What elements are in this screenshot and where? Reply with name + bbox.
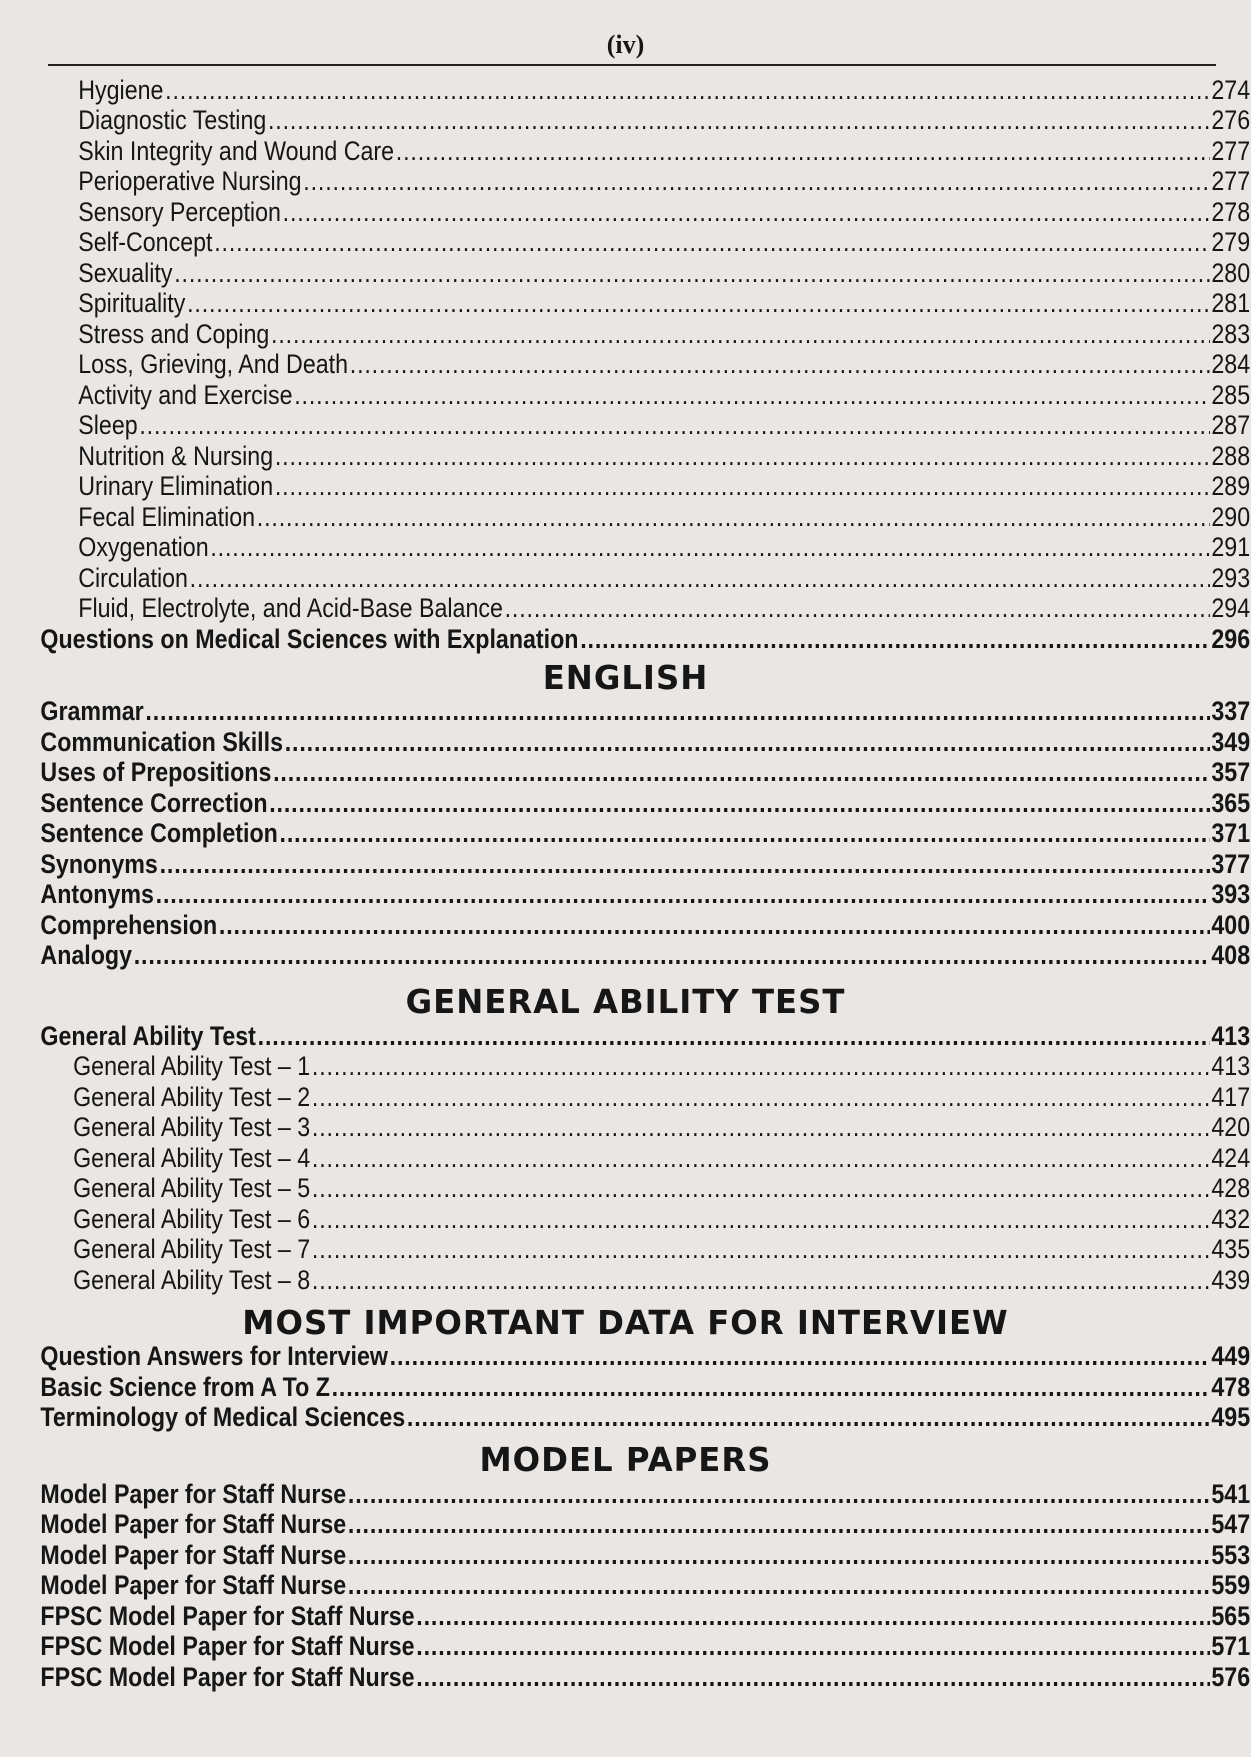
toc-entry-page: 277	[1211, 135, 1251, 166]
toc-entry-page: 547	[1211, 1509, 1251, 1539]
toc-entry-page: 277	[1211, 166, 1251, 196]
leader-dots	[332, 1372, 1210, 1402]
toc-entry-title: Terminology of Medical Sciences	[40, 1402, 406, 1432]
toc-entry-page: 278	[1211, 196, 1251, 227]
toc-entry-page: 283	[1211, 318, 1251, 349]
toc-entry-title: Basic Science from A To Z	[40, 1371, 330, 1402]
toc-entry[interactable]	[0, 1081, 1250, 1112]
toc-entry[interactable]	[0, 1600, 1250, 1631]
toc-entry-page: 413	[1211, 1051, 1251, 1081]
toc-entry-title: Fluid, Electrolyte, and Acid-Base Balance	[78, 593, 503, 623]
toc-entry[interactable]	[0, 318, 1250, 349]
leader-dots	[145, 696, 1209, 726]
toc-entry-title: Question Answers for Interview	[40, 1341, 388, 1371]
leader-dots	[580, 624, 1209, 654]
toc-entry-title: FPSC Model Paper for Staff Nurse	[40, 1631, 415, 1661]
toc-entry-page: 420	[1211, 1112, 1251, 1142]
leader-dots	[165, 75, 1209, 105]
toc-entry[interactable]	[0, 562, 1250, 593]
toc-entry[interactable]	[0, 696, 1250, 727]
leader-dots	[348, 1479, 1210, 1509]
toc-entry-title: Comprehension	[40, 909, 218, 940]
toc-entry-medical-questions[interactable]	[0, 623, 1250, 654]
toc-entry[interactable]	[0, 1631, 1250, 1662]
leader-dots	[174, 258, 1209, 288]
leader-dots	[312, 1265, 1210, 1295]
toc-entry-title: Grammar	[40, 696, 144, 726]
toc-entry-title: Sensory Perception	[78, 196, 281, 227]
toc-entry-page: 288	[1211, 440, 1251, 471]
toc-entry-page: 357	[1211, 757, 1251, 787]
toc-entry-title: Activity and Exercise	[78, 379, 293, 410]
toc-entry-page: 365	[1211, 787, 1251, 818]
leader-dots	[139, 410, 1209, 440]
leader-dots	[268, 105, 1210, 135]
toc-entry-page: 571	[1211, 1631, 1251, 1661]
toc-entry[interactable]	[0, 940, 1250, 971]
section-heading-english: ENGLISH	[542, 657, 709, 697]
leader-dots	[258, 1021, 1210, 1051]
leader-dots	[134, 940, 1210, 970]
toc-entry[interactable]	[0, 257, 1250, 288]
toc-entry-page: 296	[1211, 623, 1251, 654]
toc-entry-page: 424	[1211, 1142, 1251, 1173]
leader-dots	[214, 227, 1209, 257]
toc-entry-page: 393	[1211, 879, 1251, 909]
toc-entry-title: Perioperative Nursing	[78, 166, 302, 196]
toc-entry-page: 294	[1211, 593, 1251, 623]
toc-entry[interactable]	[0, 1570, 1250, 1601]
toc-entry[interactable]	[0, 848, 1250, 879]
toc-entry-page: 280	[1211, 257, 1251, 288]
toc-entry-title: Oxygenation	[78, 532, 209, 562]
toc-entry-title: General Ability Test – 3	[73, 1112, 311, 1142]
toc-entry[interactable]	[0, 379, 1250, 410]
leader-dots	[187, 288, 1210, 318]
leader-dots	[396, 136, 1210, 166]
section-heading-general-ability: GENERAL ABILITY TEST	[405, 982, 846, 1021]
leader-dots	[416, 1631, 1209, 1661]
toc-entry[interactable]	[0, 757, 1250, 788]
toc-entry-page: 274	[1211, 74, 1251, 105]
leader-dots	[350, 349, 1210, 379]
toc-entry-title: Communication Skills	[40, 726, 283, 757]
toc-entry-title: General Ability Test – 5	[73, 1173, 311, 1203]
toc-entry-title: Antonyms	[40, 879, 154, 909]
toc-entry-page: 413	[1211, 1020, 1251, 1051]
toc-entry-title: General Ability Test – 4	[73, 1142, 311, 1173]
toc-entry[interactable]	[0, 501, 1250, 532]
toc-entry-page: 541	[1211, 1478, 1251, 1509]
toc-entry-page: 432	[1211, 1203, 1251, 1234]
toc-entry[interactable]	[0, 1142, 1250, 1173]
toc-entry[interactable]	[0, 726, 1250, 757]
english-entries	[0, 696, 1251, 971]
toc-entry[interactable]	[0, 471, 1250, 502]
toc-entry[interactable]	[0, 196, 1250, 227]
leader-dots	[416, 1601, 1209, 1631]
toc-entry-title: Model Paper for Staff Nurse	[40, 1509, 347, 1539]
toc-entry-title: Uses of Prepositions	[40, 757, 272, 787]
toc-entry-page: 371	[1211, 818, 1251, 848]
toc-entry[interactable]	[0, 1112, 1250, 1143]
toc-entry[interactable]	[0, 532, 1250, 563]
toc-entry-page: 559	[1211, 1570, 1251, 1600]
toc-entry-page: 284	[1211, 349, 1251, 379]
leader-dots	[210, 532, 1209, 562]
toc-entry[interactable]	[0, 787, 1250, 818]
toc-entry[interactable]	[0, 1203, 1250, 1234]
leader-dots	[312, 1204, 1210, 1234]
leader-dots	[505, 593, 1210, 623]
toc-entry-page: 428	[1211, 1173, 1251, 1203]
leader-dots	[160, 849, 1210, 879]
toc-entry[interactable]	[0, 1173, 1250, 1204]
toc-entry[interactable]	[0, 105, 1250, 136]
toc-entry-title: Model Paper for Staff Nurse	[40, 1570, 347, 1600]
toc-entry[interactable]	[0, 1371, 1250, 1402]
toc-entry-title: Model Paper for Staff Nurse	[40, 1539, 347, 1570]
toc-entry-title: General Ability Test – 8	[73, 1264, 311, 1295]
toc-entry-page: 285	[1211, 379, 1251, 410]
toc-entry-title: General Ability Test	[40, 1020, 256, 1051]
leader-dots	[190, 563, 1210, 593]
leader-dots	[285, 727, 1210, 757]
toc-entry-title: Synonyms	[40, 848, 158, 879]
toc-entry[interactable]	[0, 818, 1250, 849]
leader-dots	[273, 757, 1210, 787]
section-heading-interview: MOST IMPORTANT DATA FOR INTERVIEW	[242, 1302, 1009, 1342]
toc-entry[interactable]	[0, 1661, 1250, 1692]
toc-entry-title: Sleep	[78, 410, 138, 440]
toc-entry[interactable]	[0, 1402, 1250, 1433]
toc-entry-title: Model Paper for Staff Nurse	[40, 1478, 347, 1509]
leader-dots	[312, 1173, 1210, 1203]
leader-dots	[348, 1540, 1210, 1570]
toc-entry-title: General Ability Test – 2	[73, 1081, 311, 1112]
toc-entry-title: General Ability Test – 7	[73, 1234, 311, 1264]
leader-dots	[348, 1570, 1210, 1600]
toc-entry[interactable]	[0, 135, 1250, 166]
leader-dots	[275, 441, 1210, 471]
toc-entry-title: Self-Concept	[78, 227, 213, 257]
toc-entry[interactable]	[0, 879, 1250, 910]
toc-entry-page: 417	[1211, 1081, 1251, 1112]
model-paper-entries	[0, 1478, 1251, 1692]
toc-entry-page: 291	[1211, 532, 1251, 562]
leader-dots	[407, 1402, 1210, 1432]
toc-entry-page: 439	[1211, 1264, 1251, 1295]
toc-entry[interactable]	[0, 166, 1250, 197]
leader-dots	[283, 197, 1210, 227]
toc-entry-page: 576	[1211, 1661, 1251, 1692]
leader-dots	[390, 1341, 1210, 1371]
leader-dots	[312, 1051, 1210, 1081]
leader-dots	[294, 380, 1209, 410]
toc-entry[interactable]	[0, 440, 1250, 471]
toc-entry-page: 289	[1211, 471, 1251, 501]
toc-entry-general-ability-test[interactable]	[0, 1020, 1250, 1051]
toc-entry-title: Sentence Correction	[40, 787, 268, 818]
toc-entry-title: Spirituality	[78, 288, 186, 318]
toc-entry[interactable]	[0, 288, 1250, 319]
toc-entry-title: Questions on Medical Sciences with Explanation	[40, 623, 579, 654]
leader-dots	[312, 1112, 1210, 1142]
leader-dots	[257, 502, 1210, 532]
toc-entry-page: 276	[1211, 105, 1251, 135]
leader-dots	[416, 1662, 1209, 1692]
toc-entry-title: Urinary Elimination	[78, 471, 274, 501]
toc-entry[interactable]	[0, 1478, 1250, 1509]
toc-entry-page: 349	[1211, 726, 1251, 757]
table-of-contents	[0, 74, 1251, 1692]
toc-entry-page: 553	[1211, 1539, 1251, 1570]
toc-entry-page: 287	[1211, 410, 1251, 440]
toc-entry[interactable]	[0, 593, 1250, 624]
toc-entry-title: Analogy	[40, 940, 133, 970]
toc-entry-page: 408	[1211, 940, 1251, 970]
toc-entry-title: General Ability Test – 1	[73, 1051, 311, 1081]
toc-entry-page: 495	[1211, 1402, 1251, 1432]
toc-entry[interactable]	[0, 1051, 1250, 1082]
leader-dots	[312, 1234, 1210, 1264]
toc-entry[interactable]	[0, 1539, 1250, 1570]
toc-entry-title: Sexuality	[78, 257, 173, 288]
toc-entry-title: FPSC Model Paper for Staff Nurse	[40, 1600, 415, 1631]
nursing-entries	[0, 74, 1251, 623]
leader-dots	[280, 818, 1210, 848]
toc-entry-page: 478	[1211, 1371, 1251, 1402]
toc-entry-title: General Ability Test – 6	[73, 1203, 311, 1234]
leader-dots	[269, 788, 1209, 818]
toc-entry-page: 281	[1211, 288, 1251, 318]
leader-dots	[312, 1082, 1210, 1112]
toc-entry-title: Nutrition & Nursing	[78, 440, 274, 471]
page-number: (iv)	[606, 30, 645, 59]
toc-entry-title: FPSC Model Paper for Staff Nurse	[40, 1661, 415, 1692]
toc-entry-title: Skin Integrity and Wound Care	[78, 135, 395, 166]
toc-entry-page: 279	[1211, 227, 1251, 257]
leader-dots	[271, 319, 1210, 349]
toc-entry-page: 565	[1211, 1600, 1251, 1631]
toc-entry-page: 377	[1211, 848, 1251, 879]
section-heading-model-papers: MODEL PAPERS	[479, 1440, 772, 1479]
general-ability-entries	[0, 1051, 1251, 1295]
toc-entry-page: 449	[1211, 1341, 1251, 1371]
toc-entry-page: 400	[1211, 909, 1251, 940]
toc-entry[interactable]	[0, 410, 1250, 441]
leader-dots	[303, 166, 1209, 196]
toc-entry[interactable]	[0, 349, 1250, 380]
toc-entry[interactable]	[0, 1509, 1250, 1540]
toc-entry-title: Diagnostic Testing	[78, 105, 267, 135]
toc-entry[interactable]	[0, 1234, 1250, 1265]
toc-entry-title: Fecal Elimination	[78, 501, 256, 532]
toc-entry-title: Sentence Completion	[40, 818, 278, 848]
leader-dots	[156, 879, 1210, 909]
toc-entry-title: Stress and Coping	[78, 318, 270, 349]
toc-entry[interactable]	[0, 74, 1250, 105]
toc-entry-page: 290	[1211, 501, 1251, 532]
toc-entry-page: 337	[1211, 696, 1251, 726]
interview-entries	[0, 1341, 1251, 1433]
toc-entry-page: 435	[1211, 1234, 1251, 1264]
leader-dots	[219, 910, 1210, 940]
toc-entry[interactable]	[0, 1264, 1250, 1295]
leader-dots	[275, 471, 1210, 501]
toc-entry-title: Hygiene	[78, 74, 164, 105]
header-rule	[48, 64, 1216, 66]
toc-entry-title: Circulation	[78, 562, 188, 593]
leader-dots	[348, 1509, 1210, 1539]
toc-entry[interactable]	[0, 909, 1250, 940]
toc-entry-page: 293	[1211, 562, 1251, 593]
toc-entry[interactable]	[0, 227, 1250, 258]
toc-entry-title: Loss, Grieving, And Death	[78, 349, 349, 379]
leader-dots	[312, 1143, 1210, 1173]
toc-entry[interactable]	[0, 1341, 1250, 1372]
